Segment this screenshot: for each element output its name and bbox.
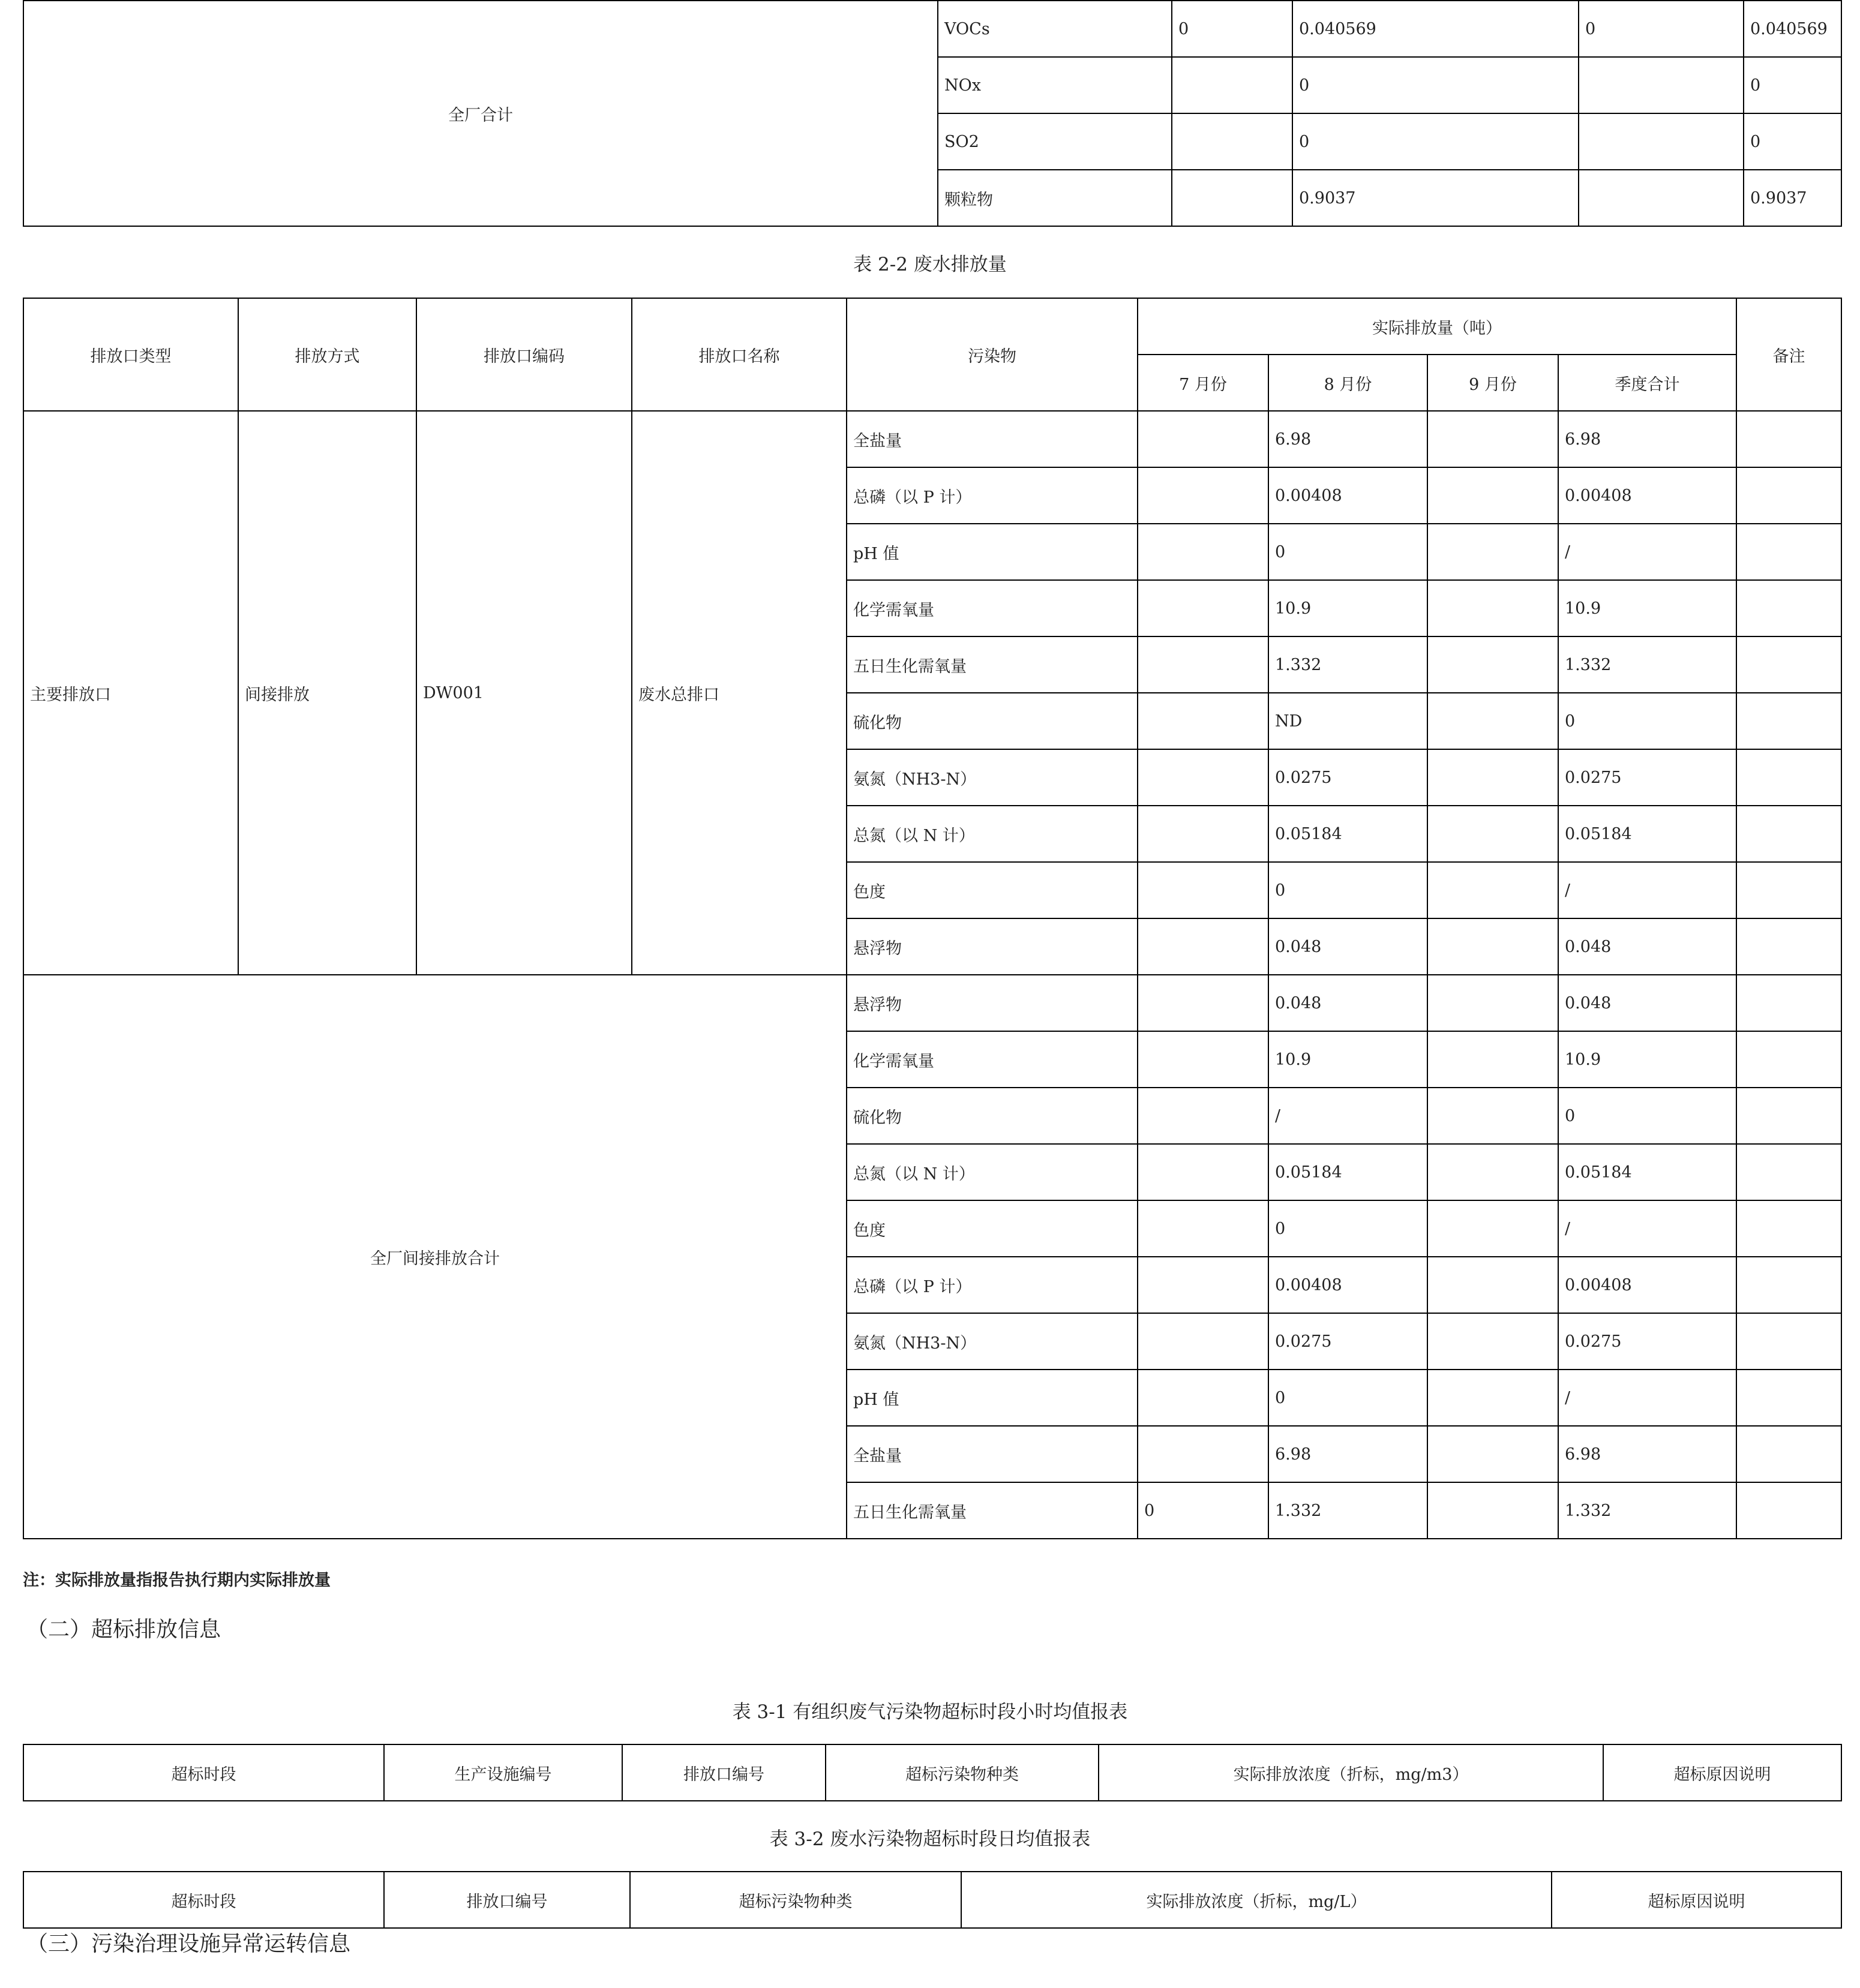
column-header: 实际排放浓度（折标，mg/L）	[961, 1872, 1552, 1928]
table-cell: 0.040569	[1292, 1, 1579, 57]
table-cell: 0	[1268, 1370, 1427, 1426]
table-cell	[1736, 411, 1841, 467]
table-cell	[1736, 749, 1841, 806]
column-header: 超标原因说明	[1603, 1744, 1841, 1801]
table-cell	[1736, 1370, 1841, 1426]
table-cell	[1736, 1200, 1841, 1257]
table-cell: 0.048	[1558, 918, 1736, 975]
header-september: 9 月份	[1427, 355, 1558, 411]
table-cell	[1736, 467, 1841, 524]
table-cell: 0.9037	[1292, 170, 1579, 226]
table-cell: 0.0275	[1558, 1313, 1736, 1370]
column-header: 超标时段	[23, 1744, 384, 1801]
table-cell	[1138, 411, 1268, 467]
table-cell: 0	[1292, 57, 1579, 113]
header-actual-emission: 实际排放量（吨）	[1138, 298, 1736, 355]
table-3-2-caption: 表 3-2 废水污染物超标时段日均值报表	[769, 1828, 1091, 1850]
header-pollutant: 污染物	[847, 298, 1138, 411]
table-cell	[1138, 1200, 1268, 1257]
table-cell: 化学需氧量	[847, 1031, 1138, 1088]
table-cell: 五日生化需氧量	[847, 1482, 1138, 1539]
column-header: 排放口编号	[384, 1872, 630, 1928]
table-cell: 0.0275	[1268, 749, 1427, 806]
table-cell	[1427, 580, 1558, 636]
section-heading-exceed: （二）超标排放信息	[26, 1617, 221, 1642]
table-cell	[1736, 1088, 1841, 1144]
air-exceedance-table	[23, 1744, 1842, 1801]
table-cell: 硫化物	[847, 1088, 1138, 1144]
table-cell: 6.98	[1268, 1426, 1427, 1482]
table-cell	[1736, 1426, 1841, 1482]
table-cell: 0	[1292, 113, 1579, 170]
table-cell	[1138, 580, 1268, 636]
column-header: 超标原因说明	[1552, 1872, 1841, 1928]
table-cell: 全盐量	[847, 1426, 1138, 1482]
table-cell: 颗粒物	[938, 170, 1172, 226]
table-cell	[1736, 636, 1841, 693]
table-cell: VOCs	[938, 1, 1172, 57]
table-cell: 0	[1268, 524, 1427, 580]
table-cell	[1427, 1144, 1558, 1200]
column-header: 排放口编号	[622, 1744, 826, 1801]
table-cell	[1138, 467, 1268, 524]
table-cell: 0.05184	[1558, 806, 1736, 862]
table-cell: 1.332	[1558, 1482, 1736, 1539]
table-cell: 0.0275	[1268, 1313, 1427, 1370]
table-cell	[1172, 170, 1292, 226]
table-cell: 化学需氧量	[847, 580, 1138, 636]
table-cell: /	[1558, 862, 1736, 918]
table-cell	[1138, 1088, 1268, 1144]
table-cell	[1138, 1313, 1268, 1370]
table-cell: pH 值	[847, 524, 1138, 580]
footnote: 注：实际排放量指报告执行期内实际排放量	[23, 1571, 331, 1590]
table-cell: 五日生化需氧量	[847, 636, 1138, 693]
table-cell	[1427, 1031, 1558, 1088]
column-header: 超标污染物种类	[630, 1872, 961, 1928]
table-cell	[1736, 524, 1841, 580]
header-quarter-total: 季度合计	[1558, 355, 1736, 411]
table-cell	[1138, 693, 1268, 749]
table-cell	[1427, 636, 1558, 693]
table-cell	[1427, 918, 1558, 975]
header-outlet-name: 排放口名称	[632, 298, 847, 411]
table-cell: 0	[1172, 1, 1292, 57]
table-cell: 1.332	[1558, 636, 1736, 693]
outlet-type-cell: 主要排放口	[23, 411, 238, 975]
header-outlet-type: 排放口类型	[23, 298, 238, 411]
method-cell: 间接排放	[238, 411, 416, 975]
column-header: 实际排放浓度（折标，mg/m3）	[1099, 1744, 1603, 1801]
table-cell: 0.0275	[1558, 749, 1736, 806]
table-cell: 0.00408	[1558, 467, 1736, 524]
table-cell: 10.9	[1268, 1031, 1427, 1088]
table-cell: 10.9	[1268, 580, 1427, 636]
table-cell: 0.05184	[1268, 806, 1427, 862]
table-cell: 悬浮物	[847, 975, 1138, 1031]
table-cell	[1736, 1482, 1841, 1539]
table-cell	[1736, 918, 1841, 975]
header-outlet-code: 排放口编码	[416, 298, 632, 411]
table-cell	[1138, 524, 1268, 580]
table-cell: 色度	[847, 1200, 1138, 1257]
table-cell: 总磷（以 P 计）	[847, 1257, 1138, 1313]
table-cell	[1427, 467, 1558, 524]
table-cell	[1172, 57, 1292, 113]
table-cell	[1138, 918, 1268, 975]
table-cell: 0.00408	[1268, 467, 1427, 524]
table-cell: /	[1558, 524, 1736, 580]
section-heading-abnormal-operation: （三）污染治理设施异常运转信息	[26, 1932, 351, 1956]
table-cell	[1427, 1257, 1558, 1313]
table-cell: /	[1558, 1200, 1736, 1257]
table-cell	[1138, 749, 1268, 806]
table-cell: ND	[1268, 693, 1427, 749]
table-cell	[1579, 113, 1744, 170]
table-cell: NOx	[938, 57, 1172, 113]
table-cell: 6.98	[1558, 1426, 1736, 1482]
table-cell: 0.048	[1268, 918, 1427, 975]
table-cell: 0	[1744, 113, 1841, 170]
header-july: 7 月份	[1138, 355, 1268, 411]
table-cell	[1138, 1257, 1268, 1313]
table-cell	[1736, 1031, 1841, 1088]
table-cell	[1427, 524, 1558, 580]
table-cell: 0.048	[1268, 975, 1427, 1031]
table-cell	[1138, 862, 1268, 918]
table-cell: 色度	[847, 862, 1138, 918]
table-cell: 0	[1558, 1088, 1736, 1144]
table-cell: 0.00408	[1268, 1257, 1427, 1313]
table-cell: 0.048	[1558, 975, 1736, 1031]
table-cell: 全盐量	[847, 411, 1138, 467]
table-cell	[1427, 1313, 1558, 1370]
table-cell: SO2	[938, 113, 1172, 170]
table-cell: 0.05184	[1268, 1144, 1427, 1200]
header-august: 8 月份	[1268, 355, 1427, 411]
table-cell: 0	[1558, 693, 1736, 749]
table-cell	[1427, 1200, 1558, 1257]
table-cell: 1.332	[1268, 636, 1427, 693]
header-remark: 备注	[1736, 298, 1841, 411]
table-cell: 6.98	[1268, 411, 1427, 467]
table-cell: 0.05184	[1558, 1144, 1736, 1200]
table-cell: 0.00408	[1558, 1257, 1736, 1313]
table-cell	[1172, 113, 1292, 170]
table-3-1-caption: 表 3-1 有组织废气污染物超标时段小时均值报表	[732, 1701, 1128, 1723]
table-row	[23, 1, 1841, 57]
table-cell	[1138, 1370, 1268, 1426]
table-cell: 6.98	[1558, 411, 1736, 467]
table-cell: 0	[1579, 1, 1744, 57]
table-cell	[1427, 862, 1558, 918]
table-cell: 总氮（以 N 计）	[847, 1144, 1138, 1200]
table-cell: pH 值	[847, 1370, 1138, 1426]
table-cell	[1579, 57, 1744, 113]
table-cell: 总磷（以 P 计）	[847, 467, 1138, 524]
table-cell	[1736, 1313, 1841, 1370]
air-emission-total-table	[23, 0, 1842, 227]
column-header: 生产设施编号	[384, 1744, 622, 1801]
table-row	[23, 411, 1841, 467]
table-cell	[1138, 806, 1268, 862]
table-cell: /	[1558, 1370, 1736, 1426]
table-row	[23, 975, 1841, 1031]
table-cell	[1138, 1031, 1268, 1088]
table-cell	[1427, 1370, 1558, 1426]
wastewater-emission-table	[23, 298, 1842, 1539]
table-cell	[1427, 693, 1558, 749]
table-cell	[1427, 806, 1558, 862]
table-cell: 0.9037	[1744, 170, 1841, 226]
table-cell: 10.9	[1558, 1031, 1736, 1088]
table-cell	[1138, 636, 1268, 693]
table-cell	[1427, 1482, 1558, 1539]
table-cell	[1427, 1426, 1558, 1482]
table-cell: 悬浮物	[847, 918, 1138, 975]
table-cell	[1736, 693, 1841, 749]
table-cell: 硫化物	[847, 693, 1138, 749]
table-cell	[1138, 975, 1268, 1031]
outlet-name-cell: 废水总排口	[632, 411, 847, 975]
total-label: 全厂合计	[23, 1, 938, 226]
table-cell: 0.040569	[1744, 1, 1841, 57]
table-cell	[1736, 862, 1841, 918]
plant-total-label: 全厂间接排放合计	[23, 975, 847, 1539]
table-cell: 0	[1268, 1200, 1427, 1257]
table-2-2-caption: 表 2-2 废水排放量	[853, 254, 1007, 275]
header-method: 排放方式	[238, 298, 416, 411]
table-cell	[1138, 1144, 1268, 1200]
table-cell: 0	[1268, 862, 1427, 918]
table-cell	[1736, 975, 1841, 1031]
table-cell: /	[1268, 1088, 1427, 1144]
table-cell	[1736, 1144, 1841, 1200]
table-cell	[1427, 749, 1558, 806]
table-cell	[1736, 806, 1841, 862]
table-cell: 10.9	[1558, 580, 1736, 636]
table-cell	[1427, 1088, 1558, 1144]
table-cell: 氨氮（NH3-N）	[847, 749, 1138, 806]
table-cell: 总氮（以 N 计）	[847, 806, 1138, 862]
wastewater-exceedance-table	[23, 1871, 1842, 1929]
table-cell	[1427, 975, 1558, 1031]
table-cell: 氨氮（NH3-N）	[847, 1313, 1138, 1370]
column-header: 超标时段	[23, 1872, 384, 1928]
table-cell	[1579, 170, 1744, 226]
table-cell: 0	[1138, 1482, 1268, 1539]
table-cell	[1736, 1257, 1841, 1313]
table-cell	[1427, 411, 1558, 467]
table-cell: 0	[1744, 57, 1841, 113]
table-cell	[1736, 580, 1841, 636]
table-cell: 1.332	[1268, 1482, 1427, 1539]
table-cell	[1138, 1426, 1268, 1482]
outlet-code-cell: DW001	[416, 411, 632, 975]
column-header: 超标污染物种类	[826, 1744, 1099, 1801]
